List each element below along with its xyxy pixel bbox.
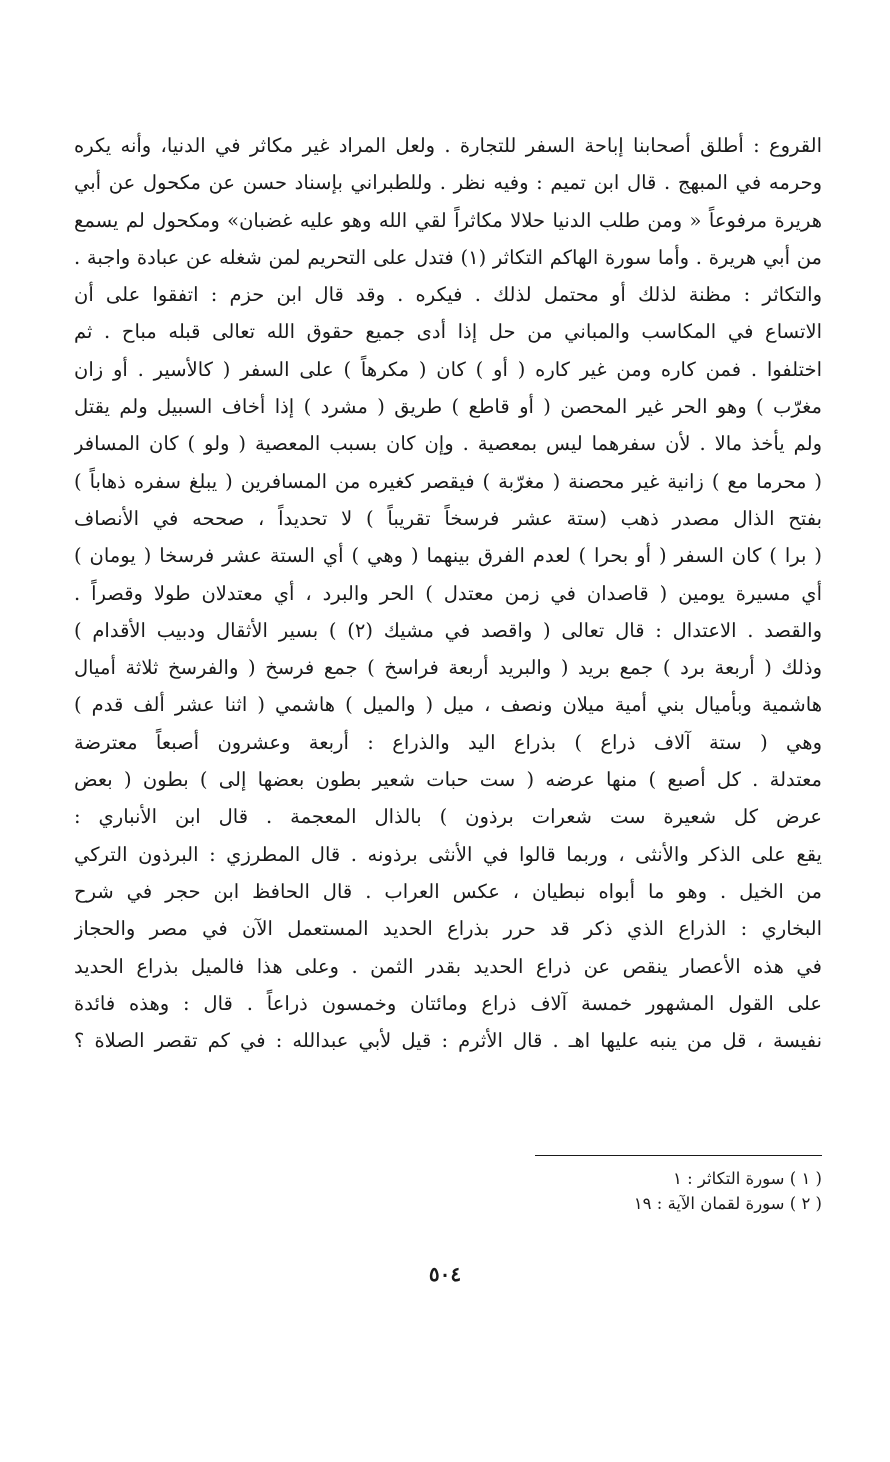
text-line: ( محرما مع ) زانية غير محصنة ( مغرّبة ) فيقصر كغيره من المسافرين ( يبلغ سفره ذهاباً ) xyxy=(74,469,822,493)
text-line: مغرّب ) وهو الحر غير المحصن ( أو قاطع ) طريق ( مشرد ) إذا أخاف السبيل ولم يقتل xyxy=(74,395,822,419)
text-line: بفتح الذال مصدر ذهب (ستة عشر فرسخاً تقريباً ) لا تحديداً ، صححه في الأنصاف xyxy=(74,506,822,530)
footnotes xyxy=(634,1166,822,1216)
text-line: في هذه الأعصار ينقص عن ذراع الحديد بقدر الثمن . وعلى هذا فالميل بذراع الحديد xyxy=(74,954,822,978)
footnote: ( ٢ ) سورة لقمان الآية : ١٩ xyxy=(633,1194,822,1213)
text-line: أي مسيرة يومين ( قاصدان في زمن معتدل ) الحر والبرد ، أي معتدلان طولا وقصراً . xyxy=(74,581,822,605)
text-line: يقع على الذكر والأنثى ، وربما قالوا في الأنثى برذونه . قال المطرزي : البرذون التركي xyxy=(74,842,822,866)
text-line: وذلك ( أربعة برد ) جمع بريد ( والبريد أربعة فراسخ ) جمع فرسخ ( والفرسخ ثلاثة أميال xyxy=(74,656,822,680)
footnote: ( ١ ) سورة التكاثر : ١ xyxy=(672,1169,822,1188)
text-line: والقصد . الاعتدال : قال تعالى ( واقصد في مشيك (٢) ) بسير الأثقال ودبيب الأقدام ) xyxy=(74,618,822,642)
page-number: ٥٠٤ xyxy=(428,1262,462,1286)
text-line: نفيسة ، قل من ينبه عليها اهـ . قال الأثرم : قيل لأبي عبدالله : في كم تقصر الصلاة ؟ xyxy=(74,1029,822,1053)
text-line: ( برا ) كان السفر ( أو بحرا ) لعدم الفرق بينهما ( وهي ) أي الستة عشر فرسخا ( يومان ) xyxy=(74,544,822,568)
text-line: هريرة مرفوعاً « ومن طلب الدنيا حلالا مكاثراً لقي الله وهو عليه غضبان» ومكحول لم يسمع xyxy=(74,208,822,232)
text-line: والتكاثر : مظنة لذلك أو محتمل لذلك . فيكره . وقد قال ابن حزم : اتفقوا على أن xyxy=(74,283,822,307)
text-line: وهي ( ستة آلاف ذراع ) بذراع اليد والذراع : أربعة وعشرون أصبعاً معترضة xyxy=(74,730,822,754)
text-line: القروع : أطلق أصحابنا إباحة السفر للتجارة . ولعل المراد غير مكاثر في الدنيا، وأنه يكره xyxy=(74,134,822,157)
text-line: معتدلة . كل أصبع ) منها عرضه ( ست حبات شعير بطون بعضها إلى ) بطون ( بعض xyxy=(74,768,822,792)
text-line: من أبي هريرة . وأما سورة الهاكم التكاثر (١) فتدل على التحريم لمن شغله عن عبادة واجبة . xyxy=(74,245,822,269)
text-line: من الخيل . وهو ما أبواه نبطيان ، عكس العراب . قال الحافظ ابن حجر في شرح xyxy=(74,879,822,903)
body-text xyxy=(74,127,822,1059)
text-line: عرض كل شعيرة ست شعرات برذون ) بالذال المعجمة . قال ابن الأنباري : xyxy=(74,805,822,829)
text-line: ولم يأخذ مالا . لأن سفرهما ليس بمعصية . وإن كان بسبب المعصية ( ولو ) كان المسافر xyxy=(74,432,822,456)
text-line: اختلفوا . فمن كاره ومن غير كاره ( أو ) كان ( مكرهاً ) على السفر ( كالأسير . أو زان xyxy=(74,357,822,381)
footnote-divider xyxy=(535,1155,822,1156)
text-line: وحرمه في المبهج . قال ابن تميم : وفيه نظر . وللطبراني بإسناد حسن عن مكحول عن أبي xyxy=(74,171,822,195)
text-line: الاتساع في المكاسب والمباني من حل إذا أدى جميع حقوق الله تعالى قبله مباح . ثم xyxy=(74,320,822,344)
text-line: على القول المشهور خمسة آلاف ذراع ومائتان وخمسون ذراعاً . قال : وهذه فائدة xyxy=(74,991,822,1015)
text-line: البخاري : الذراع الذي ذكر قد حرر بذراع الحديد المستعمل الآن في مصر والحجاز xyxy=(74,917,822,941)
text-line: هاشمية وبأميال بني أمية ميلان ونصف ، ميل ( والميل ) هاشمي ( اثنا عشر ألف قدم ) xyxy=(74,693,822,717)
